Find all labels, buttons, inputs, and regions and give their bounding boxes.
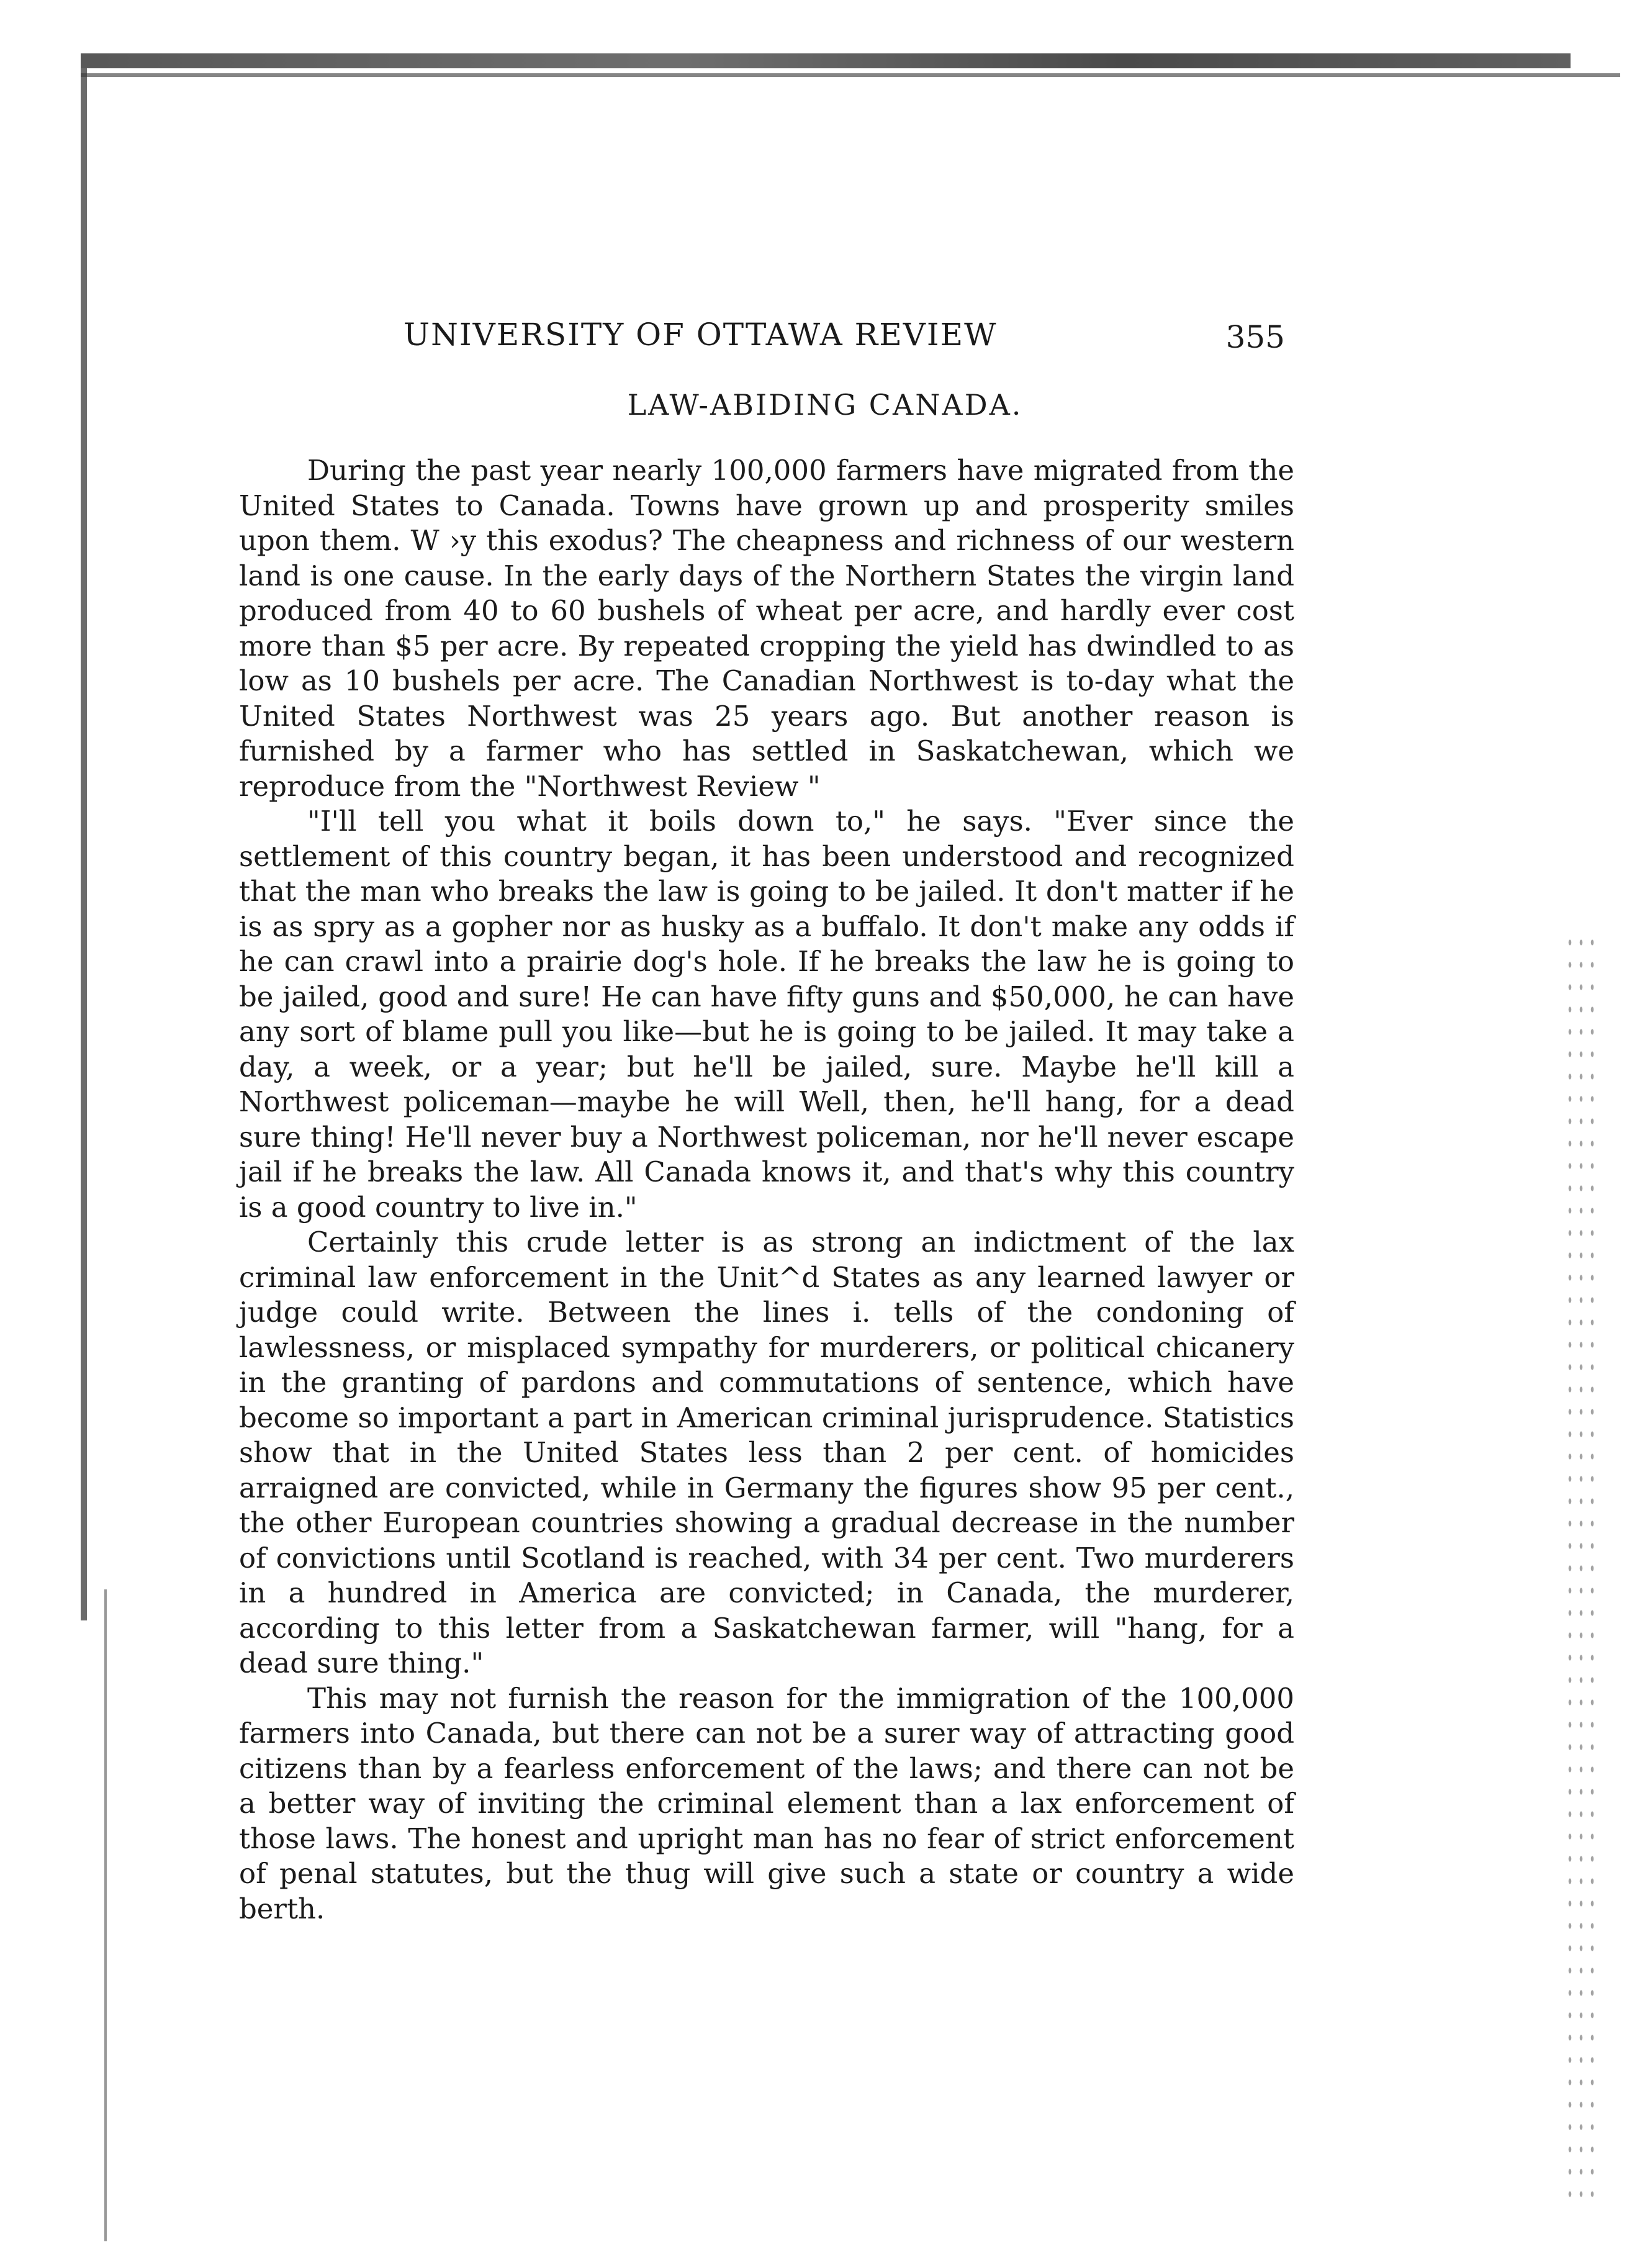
scan-top-border — [81, 53, 1571, 68]
paragraph-4: This may not furnish the reason for the immigration of the 100,000 farmers into Canada, but there can not be a surer way of attracting good citizens than by a fearless enforcement of the laws; and there can not be a better way of inviting the criminal element than a lax enforcement of those laws. The honest and upright man has no fear of strict enforcement of penal statutes, but the thug will give such a state or country a wide berth. — [239, 1681, 1294, 1925]
page-header — [403, 317, 1285, 366]
running-title: UNIVERSITY OF OTTAWA REVIEW — [403, 317, 998, 353]
paragraph-2: "I'll tell you what it boils down to," he says. "Ever since the settlement of this country began, it has been understood and recognized that the man who breaks the law is going to be jailed. It don't matter if he is as spry as a gopher nor as husky as a buffalo. It don't make any odds if he can crawl into a prairie dog's hole. If he breaks the law he is going to be jailed, good and sure! He can have fifty guns and $50,000, he can have any sort of blame pull you like—but he is going to be jailed. It may take a day, a week, or a year; but he'll be jailed, sure. Maybe he'll kill a Northwest policeman—maybe he will Well, then, he'll hang, for a dead sure thing! He'll never buy a Northwest policeman, nor he'll never escape jail if he breaks the law. All Canada knows it, and that's why this country is a good country to live in." — [239, 805, 1294, 1224]
scan-right-edge-noise — [1564, 931, 1602, 2204]
scan-top-rule — [81, 73, 1620, 77]
article-body — [239, 453, 1294, 1927]
scan-left-border — [81, 68, 87, 1620]
paragraph-1: During the past year nearly 100,000 farmers have migrated from the United States to Canada. Towns have grown up and prosperity smiles upon them. W ›y this exodus? The cheapness and richness of our western land is one cause. In the early days of the Northern States the virgin land produced from 40 to 60 bushels of wheat per acre, and hardly ever cost more than $5 per acre. By repeated cropping the yield has dwindled to as low as 10 bushels per acre. The Canadian Northwest is to-day what the United States Northwest was 25 years ago. But another reason is furnished by a farmer who has settled in Saskatchewan, which we reproduce from the "Northwest Review " — [239, 454, 1294, 803]
article-title: LAW-ABIDING CANADA. — [627, 388, 1023, 422]
scan-left-border-lower — [104, 1589, 107, 2241]
paragraph-3: Certainly this crude letter is as strong an indictment of the lax criminal law enforcement in the Unit^d States as any learned lawyer or judge could write. Between the lines i. tells of the condoning of lawlessness, or misplaced sympathy for murderers, or political chicanery in the granting of pardons and commutations of sentence, which have become so important a part in American criminal jurisprudence. Statistics show that in the United States less than 2 per cent. of homicides arraigned are convicted, while in Germany the figures show 95 per cent., the other European countries showing a gradual decrease in the number of convictions until Scotland is reached, with 34 per cent. Two murderers in a hundred in America are convicted; in Canada, the murderer, according to this letter from a Saskatchewan farmer, will "hang, for a dead sure thing." — [239, 1226, 1294, 1679]
page-number: 355 — [1225, 319, 1285, 355]
